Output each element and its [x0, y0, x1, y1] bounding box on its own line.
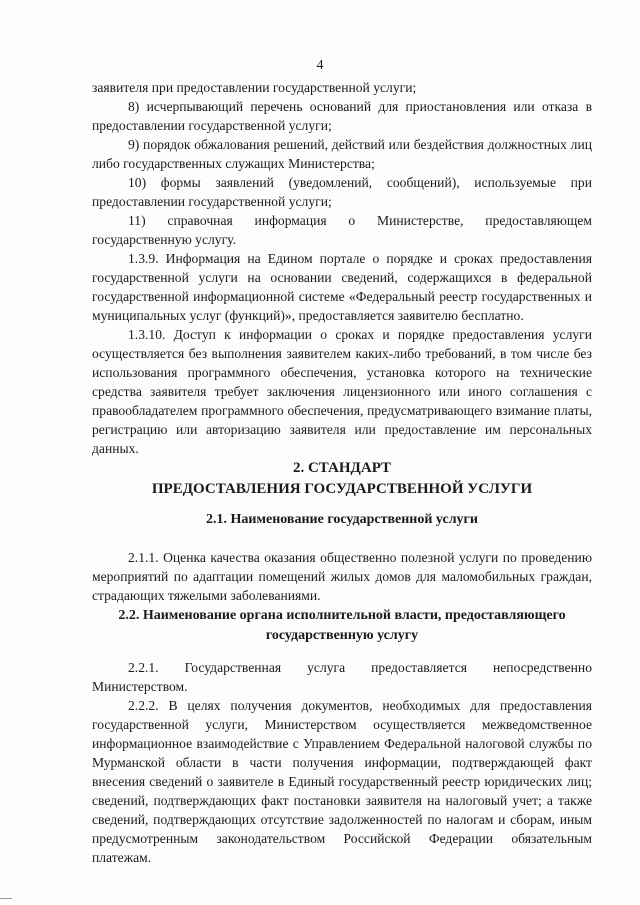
- heading-line: 2. СТАНДАРТ: [292, 460, 392, 476]
- paragraph: 2.1.1. Оценка качества оказания общественно полезной услуги по проведению мероприятий по адаптации помещений жилых домов для маломобильных граждан, страдающих тяжелыми заболеваниями.: [92, 550, 592, 603]
- section-2-2-heading: [92, 606, 592, 646]
- heading-line: ПРЕДОСТАВЛЕНИЯ ГОСУДАРСТВЕННОЙ УСЛУГИ: [151, 481, 533, 497]
- heading-line: 2.2. Наименование органа исполнительной власти, предоставляющего: [118, 608, 566, 623]
- section-2-1-text: [92, 548, 592, 605]
- main-section-heading: [92, 458, 592, 500]
- section-1-text: [92, 78, 592, 458]
- page-number: 4: [316, 58, 324, 73]
- paragraph: 8) исчерпывающий перечень оснований для приостановления или отказа в предоставлении государственной услуги;: [92, 99, 592, 133]
- section-2-1-heading: 2.1. Наименование государственной услуги: [206, 512, 478, 527]
- scan-edge-mark: [0, 898, 12, 899]
- paragraph: 9) порядок обжалования решений, действий или бездействия должностных лиц либо государственных служащих Министерства;: [92, 137, 592, 171]
- paragraph: 2.2.2. В целях получения документов, необходимых для предоставления государственной услуги, Министерством осуществляется межведомственное информационное взаимодействие с Управлением Федеральной налоговой службы по Мурманской области в части получения информации, подтверждающей факт внесения сведений о заявителе в Единый государственный реестр юридических лиц; сведений, подтверждающих факт постановки заявителя на налоговый учет; а также сведений, подтверждающих отсутствие задолженностей по налогам и сборам, иным предусмотренным законодательством Российской Федерации обязательным платежам.: [92, 698, 592, 865]
- paragraph: 1.3.10. Доступ к информации о сроках и порядке предоставления услуги осуществляется без выполнения заявителем каких-либо требований, в том числе без использования программного обеспечения, установка которого на технические средства заявителя требует заключения лицензионного или иного соглашения с правообладателем программного обеспечения, предусматривающего взимание платы, регистрацию или авторизацию заявителя или предоставление им персональных данных.: [92, 327, 592, 456]
- paragraph: 1.3.9. Информация на Едином портале о порядке и сроках предоставления государственной услуги на основании сведений, содержащихся в федеральной государственной информационной системе «Федеральный реестр государственных и муниципальных услуг (функций)», предоставляется заявителю бесплатно.: [92, 251, 592, 323]
- paragraph: 10) формы заявлений (уведомлений, сообщений), используемые при предоставлении государственной услуги;: [92, 175, 592, 209]
- paragraph: 2.2.1. Государственная услуга предоставляется непосредственно Министерством.: [92, 660, 592, 694]
- paragraph: 11) справочная информация о Министерстве, предоставляющем государственную услугу.: [92, 213, 592, 247]
- heading-line: государственную услугу: [265, 628, 419, 643]
- section-2-2-text: [92, 658, 592, 867]
- paragraph: заявителя при предоставлении государственной услуги;: [92, 80, 417, 95]
